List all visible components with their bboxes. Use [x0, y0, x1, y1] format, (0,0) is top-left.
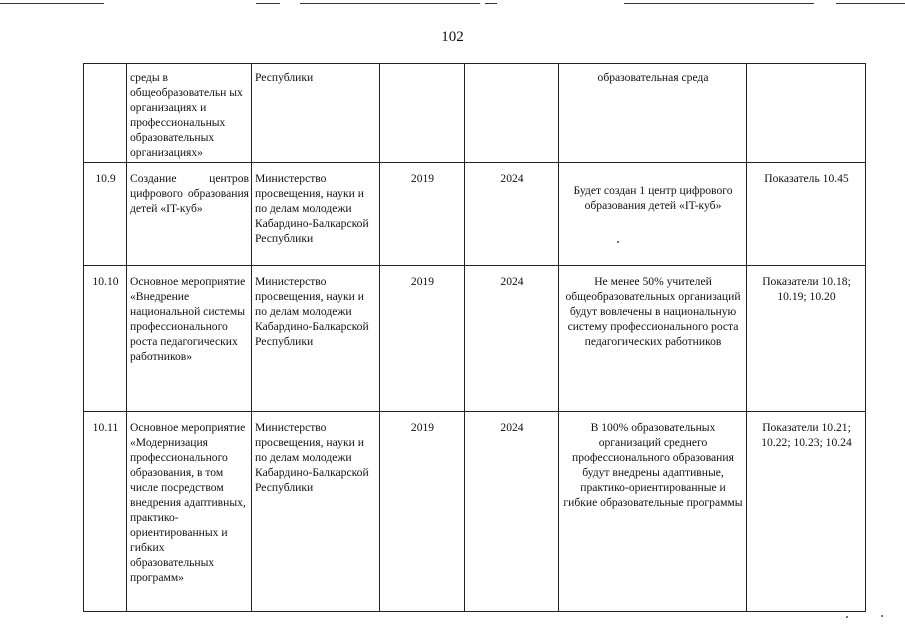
indicator: Показатель 10.45 [747, 163, 866, 266]
start-year: 2019 [380, 163, 465, 266]
expected-result: В 100% образовательных организаций среднего профессионального образования будут внедрены адаптивные, практико-ориентированные и гибкие образовательные программы [559, 412, 747, 612]
executor: Республики [252, 64, 380, 163]
indicator: Показатели 10.21; 10.22; 10.23; 10.24 [747, 412, 866, 612]
measure-name: Основное мероприятие «Внедрение национальной системы профессионального роста педагогических работников» [127, 266, 252, 412]
table-row [84, 266, 866, 412]
row-number [84, 64, 127, 163]
scan-line-artifact [836, 3, 905, 4]
indicator [747, 64, 866, 163]
row-number: 10.9 [84, 163, 127, 266]
end-year: 2024 [465, 266, 559, 412]
scan-line-artifact [485, 3, 497, 4]
table-row [84, 163, 866, 266]
table-row [84, 64, 866, 163]
end-year: 2024 [465, 163, 559, 266]
scan-line-artifact [300, 3, 480, 4]
measure-name: среды в общеобразовательн ых организациях и профессиональных образовательных организациях» [127, 64, 252, 163]
scan-speck [617, 241, 619, 243]
measure-name: Создание центров цифрового образования детей «IT-куб» [127, 163, 252, 266]
scan-speck [881, 615, 883, 617]
scan-line-artifact [256, 3, 280, 4]
start-year [380, 64, 465, 163]
expected-result: Не менее 50% учителей общеобразовательных организаций будут вовлечены в национальную систему профессионального роста педагогических работников [559, 266, 747, 412]
row-number: 10.11 [84, 412, 127, 612]
indicator: Показатели 10.18; 10.19; 10.20 [747, 266, 866, 412]
executor: Министерство просвещения, науки и по делам молодежи Кабардино-Балкарской Республики [252, 163, 380, 266]
start-year: 2019 [380, 412, 465, 612]
expected-result: Будет создан 1 центр цифрового образования детей «IT-куб» [559, 163, 747, 266]
end-year [465, 64, 559, 163]
scan-speck [846, 616, 848, 618]
expected-result: образовательная среда [559, 64, 747, 163]
scan-line-artifact [624, 3, 814, 4]
start-year: 2019 [380, 266, 465, 412]
executor: Министерство просвещения, науки и по делам молодежи Кабардино-Балкарской Республики [252, 412, 380, 612]
measures-table [83, 63, 866, 612]
scan-line-artifact [0, 3, 104, 4]
page-number: 102 [441, 29, 464, 45]
executor: Министерство просвещения, науки и по делам молодежи Кабардино-Балкарской Республики [252, 266, 380, 412]
row-number: 10.10 [84, 266, 127, 412]
table-row [84, 412, 866, 612]
end-year: 2024 [465, 412, 559, 612]
measure-name: Основное мероприятие «Модернизация профессионального образования, в том числе посредством внедрения адаптивных, практико-ориентированных и гибких образовательных программ» [127, 412, 252, 612]
